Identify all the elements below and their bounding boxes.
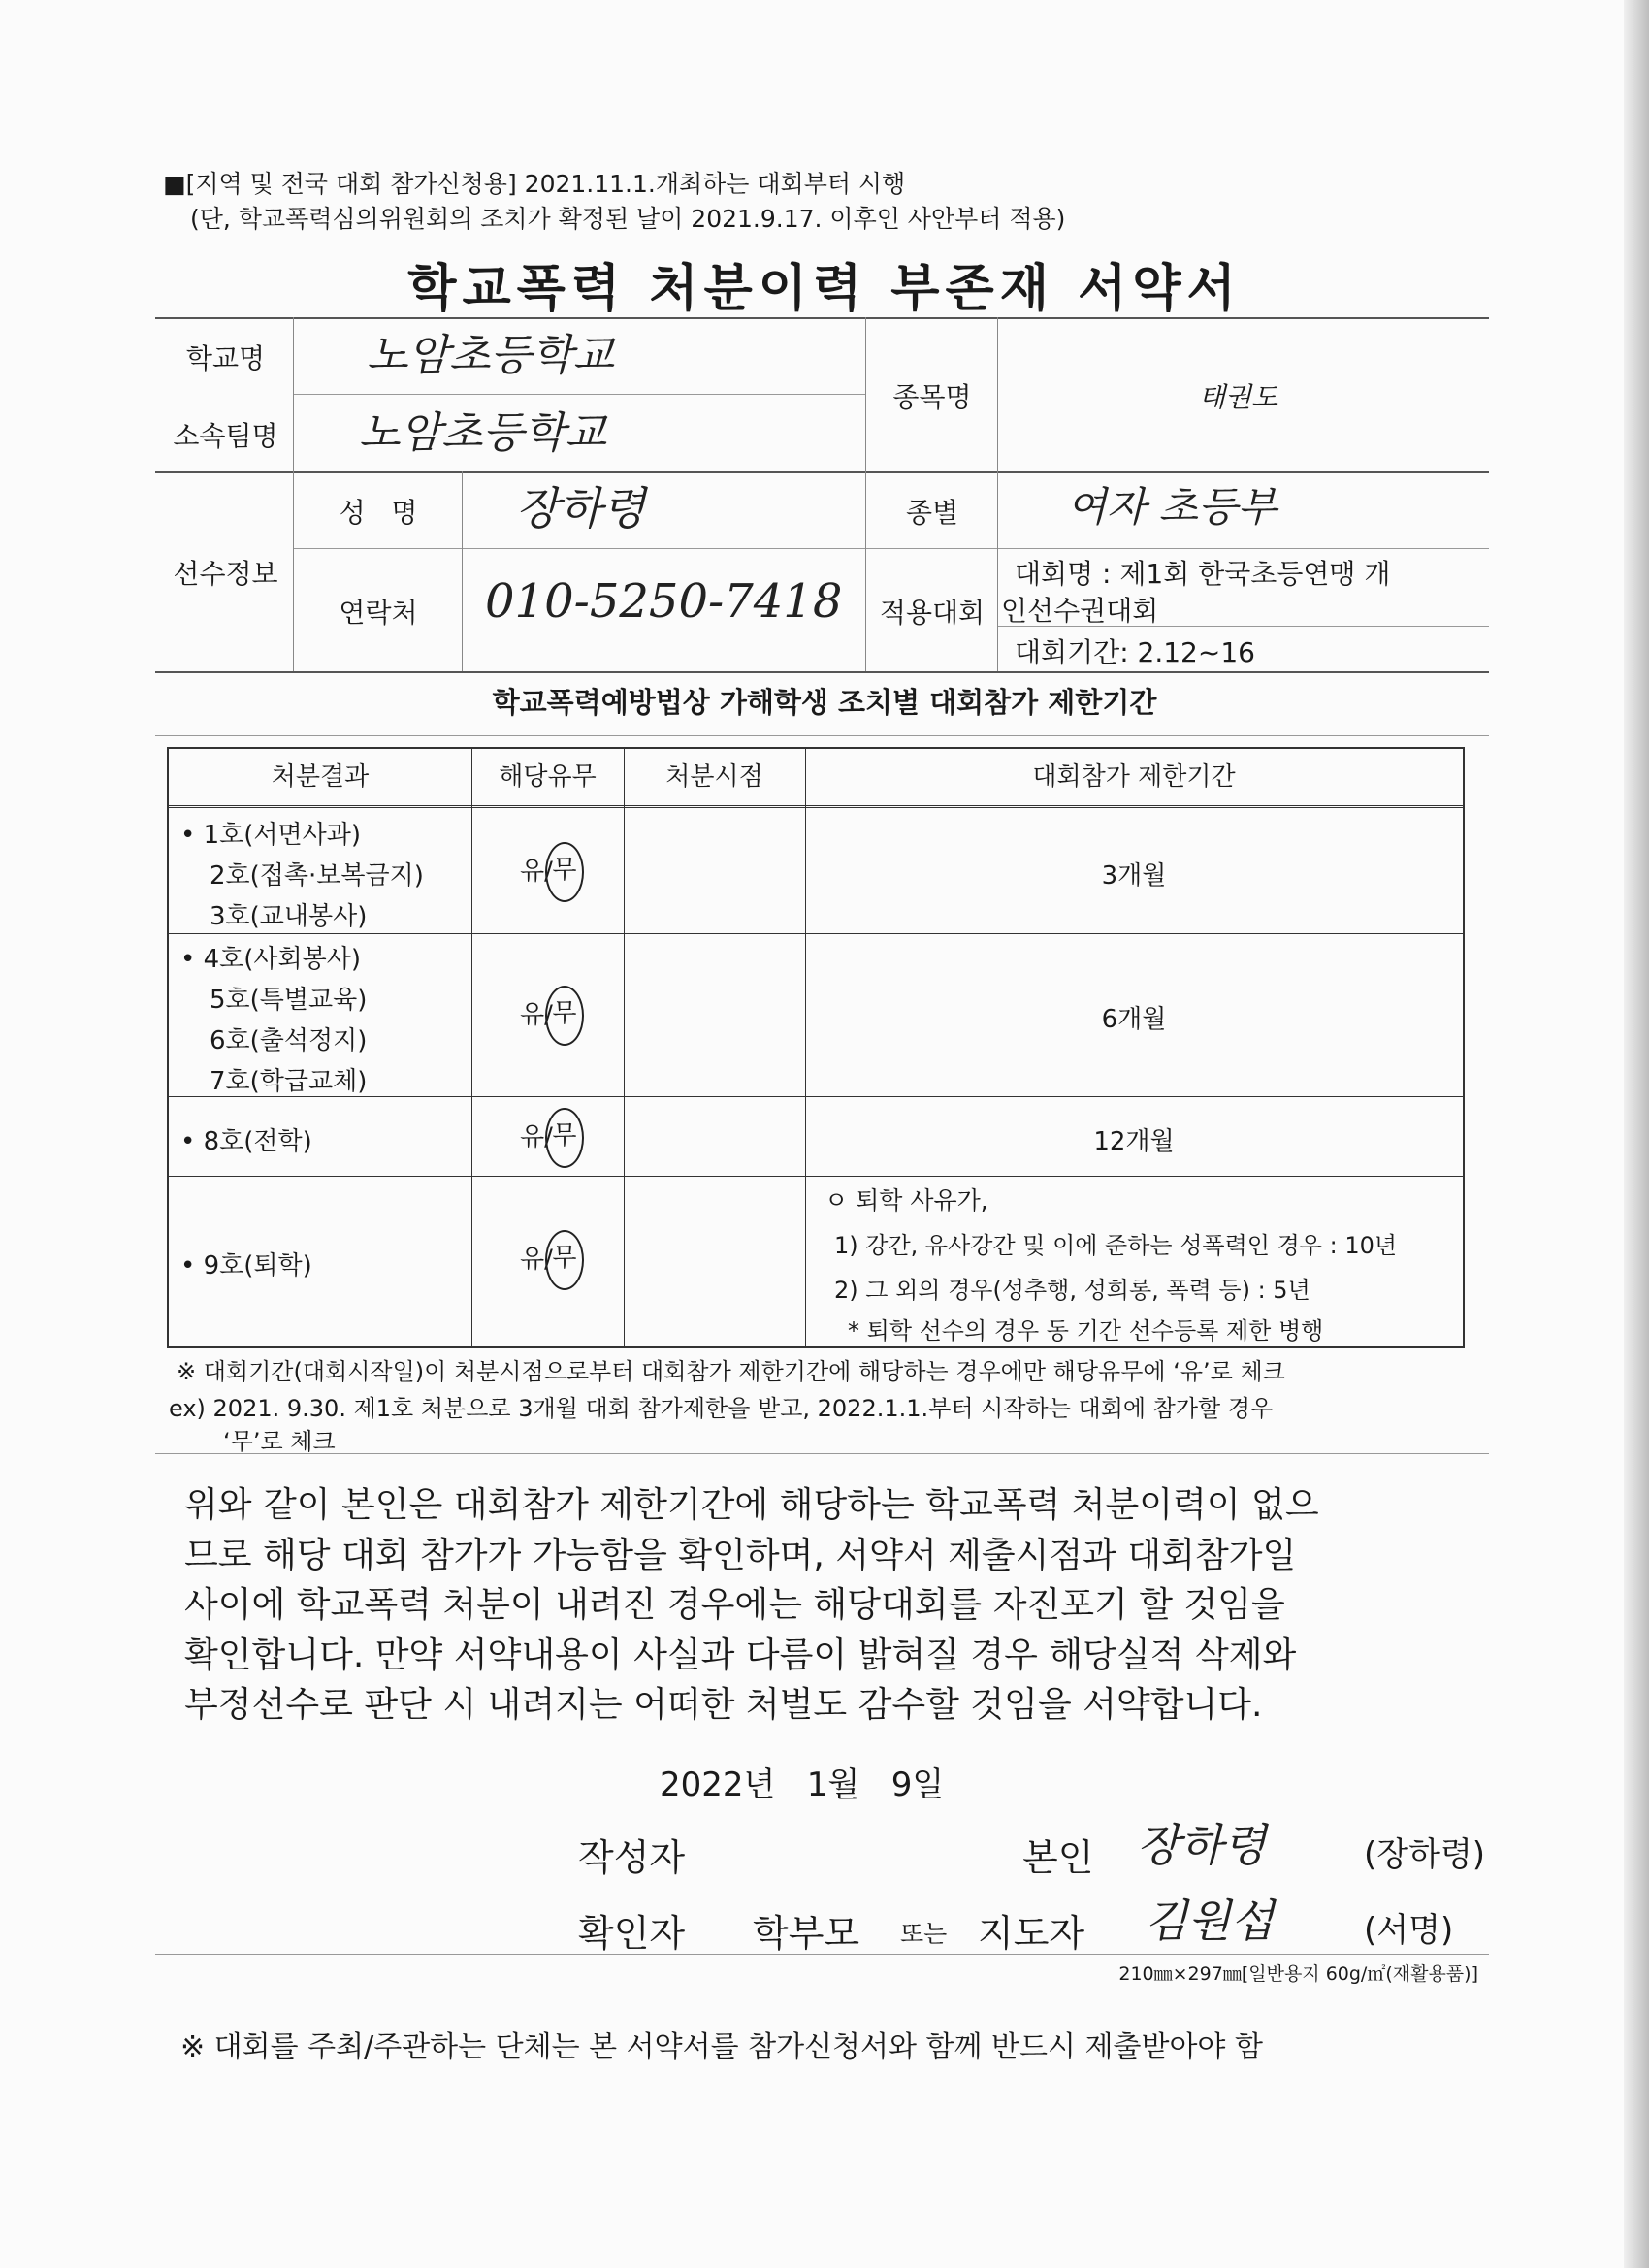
table-row-2-item: 5호(특별교육)	[210, 986, 368, 1015]
table-row-2-item: • 4호(사회봉사)	[180, 945, 362, 974]
note-1: ※ 대회기간(대회시작일)이 처분시점으로부터 대회참가 제한기간에 해당하는 경우에만 해당유무에 ‘유’로 체크	[177, 1358, 1285, 1385]
header-applicable: 해당유무	[471, 749, 624, 808]
category-value: 여자 초등부	[1067, 483, 1277, 531]
row-2-period: 6개월	[1101, 1005, 1167, 1034]
paper-spec: 210㎜×297㎜[일반용지 60g/㎡(재활용품)]	[1118, 1963, 1478, 1985]
pledge-line: 사이에 학교폭력 처분이 내려진 경우에는 해당대회를 자진포기 할 것임을	[184, 1585, 1285, 1625]
no-checked-circle[interactable]: 무	[545, 1230, 584, 1290]
notice-line-2: (단, 학교폭력심의위원회의 조치가 확정된 날이 2021.9.17. 이후인 사안부터 적용)	[190, 205, 1066, 233]
yes-mark: 유/	[520, 1245, 553, 1275]
row-4-period-line: 2) 그 외의 경우(성추행, 성희롱, 폭력 등) : 5년	[834, 1277, 1310, 1304]
pledge-date: 2022년 1월 9일	[660, 1766, 945, 1804]
divider	[293, 317, 294, 671]
comp-period: 대회기간: 2.12~16	[1015, 636, 1255, 668]
table-row-2-item: 6호(출석정지)	[210, 1026, 368, 1055]
row-4-applicable[interactable]	[520, 1230, 584, 1290]
row-divider	[169, 1176, 1463, 1177]
table-row-1-item: • 1호(서면사과)	[180, 821, 362, 850]
col-divider	[471, 749, 472, 1346]
coach-signature: 김원섭	[1145, 1895, 1275, 1947]
table-row-3-item: • 8호(전학)	[180, 1127, 312, 1156]
scan-edge	[1624, 0, 1649, 2268]
applied-comp-label: 적용대회	[879, 597, 986, 629]
row-2-applicable[interactable]	[520, 986, 584, 1046]
row-1-period: 3개월	[1101, 861, 1167, 891]
team-value: 노암초등학교	[359, 408, 607, 458]
contact-value: 010-5250-7418	[485, 574, 843, 629]
note-2: ex) 2021. 9.30. 제1호 처분으로 3개월 대회 참가제한을 받고, 2022.1.1.부터 시작하는 대회에 참가할 경우	[169, 1395, 1274, 1422]
divider	[293, 548, 1489, 549]
row-3-applicable[interactable]	[520, 1108, 584, 1168]
row-4-period-line: * 퇴학 선수의 경우 동 기간 선수등록 제한 병행	[848, 1317, 1324, 1345]
note-3: ‘무’로 체크	[223, 1428, 336, 1455]
divider	[997, 317, 998, 671]
footer-note: ※ 대회를 주최/주관하는 단체는 본 서약서를 참가신청서와 함께 반드시 제출받아야 함	[180, 2030, 1263, 2064]
header-period: 대회참가 제한기간	[805, 749, 1463, 808]
divider	[462, 471, 463, 671]
self-label: 본인	[1022, 1836, 1094, 1879]
pledge-text	[184, 1480, 1465, 1731]
header-result: 처분결과	[169, 749, 471, 808]
pledge-line: 므로 해당 대회 참가가 가능함을 확인하며, 서약서 제출시점과 대회참가일	[184, 1535, 1297, 1575]
parent-label: 학부모	[753, 1912, 860, 1955]
category-label: 종별	[905, 497, 959, 529]
table-row-1-item: 2호(접촉·보복금지)	[210, 861, 424, 891]
restriction-table	[167, 747, 1465, 1348]
divider	[155, 735, 1489, 736]
divider	[293, 394, 865, 395]
restriction-subtitle: 학교폭력예방법상 가해학생 조치별 대회참가 제한기간	[492, 686, 1157, 719]
pledge-line: 부정선수로 판단 시 내려지는 어떠한 처벌도 감수할 것임을 서약합니다.	[184, 1685, 1263, 1725]
self-signature: 장하령	[1137, 1819, 1267, 1871]
comp-name-line2: 인선수권대회	[1001, 595, 1159, 627]
header-timing: 처분시점	[624, 749, 805, 808]
row-1-applicable[interactable]	[520, 842, 584, 902]
notice-line-1: ■[지역 및 전국 대회 참가신청용] 2021.11.1.개최하는 대회부터 시행	[163, 170, 906, 198]
row-3-period: 12개월	[1093, 1127, 1175, 1156]
seal-coach: (서명)	[1364, 1911, 1454, 1950]
confirmer-label: 확인자	[578, 1912, 686, 1955]
divider	[155, 1453, 1489, 1454]
no-checked-circle[interactable]: 무	[545, 1108, 584, 1168]
divider	[155, 1954, 1489, 1955]
name-label: 성 명	[339, 497, 418, 529]
col-divider	[624, 749, 625, 1346]
pledge-line: 확인합니다. 만약 서약내용이 사실과 다름이 밝혀질 경우 해당실적 삭제와	[184, 1635, 1297, 1675]
name-value: 장하령	[516, 482, 646, 535]
pledge-line: 위와 같이 본인은 대회참가 제한기간에 해당하는 학교폭력 처분이력이 없으	[184, 1485, 1319, 1525]
event-label: 종목명	[892, 381, 972, 413]
divider	[155, 671, 1489, 673]
table-row-2-item: 7호(학급교체)	[210, 1067, 368, 1096]
row-divider	[169, 933, 1463, 934]
yes-mark: 유/	[520, 1122, 553, 1152]
no-checked-circle[interactable]: 무	[545, 842, 584, 902]
col-divider	[805, 749, 806, 1346]
player-info-label: 선수정보	[173, 558, 278, 590]
row-4-period-line: 1) 강간, 유사강간 및 이에 준하는 성폭력인 경우 : 10년	[834, 1232, 1398, 1259]
seal-self: (장하령)	[1364, 1835, 1486, 1874]
comp-name-line1: 대회명 : 제1회 한국초등연맹 개	[1015, 558, 1391, 590]
writer-label: 작성자	[578, 1836, 686, 1879]
no-checked-circle[interactable]: 무	[545, 986, 584, 1046]
coach-label: 지도자	[978, 1912, 1085, 1955]
yes-mark: 유/	[520, 1000, 553, 1030]
school-value: 노암초등학교	[367, 331, 615, 380]
row-4-period-line: ㅇ 퇴학 사유가,	[824, 1186, 988, 1215]
divider	[155, 471, 1489, 473]
contact-label: 연락처	[339, 597, 418, 629]
team-label: 소속팀명	[173, 420, 278, 452]
school-label: 학교명	[185, 342, 266, 374]
document-title: 학교폭력 처분이력 부존재 서약서	[407, 260, 1242, 318]
event-value: 태권도	[1199, 381, 1278, 413]
yes-mark: 유/	[520, 857, 553, 887]
divider	[865, 317, 866, 671]
info-table-top	[155, 317, 1489, 319]
or-label: 또는	[900, 1920, 948, 1948]
table-row-1-item: 3호(교내봉사)	[210, 902, 368, 931]
table-row-4-item: • 9호(퇴학)	[180, 1251, 312, 1280]
